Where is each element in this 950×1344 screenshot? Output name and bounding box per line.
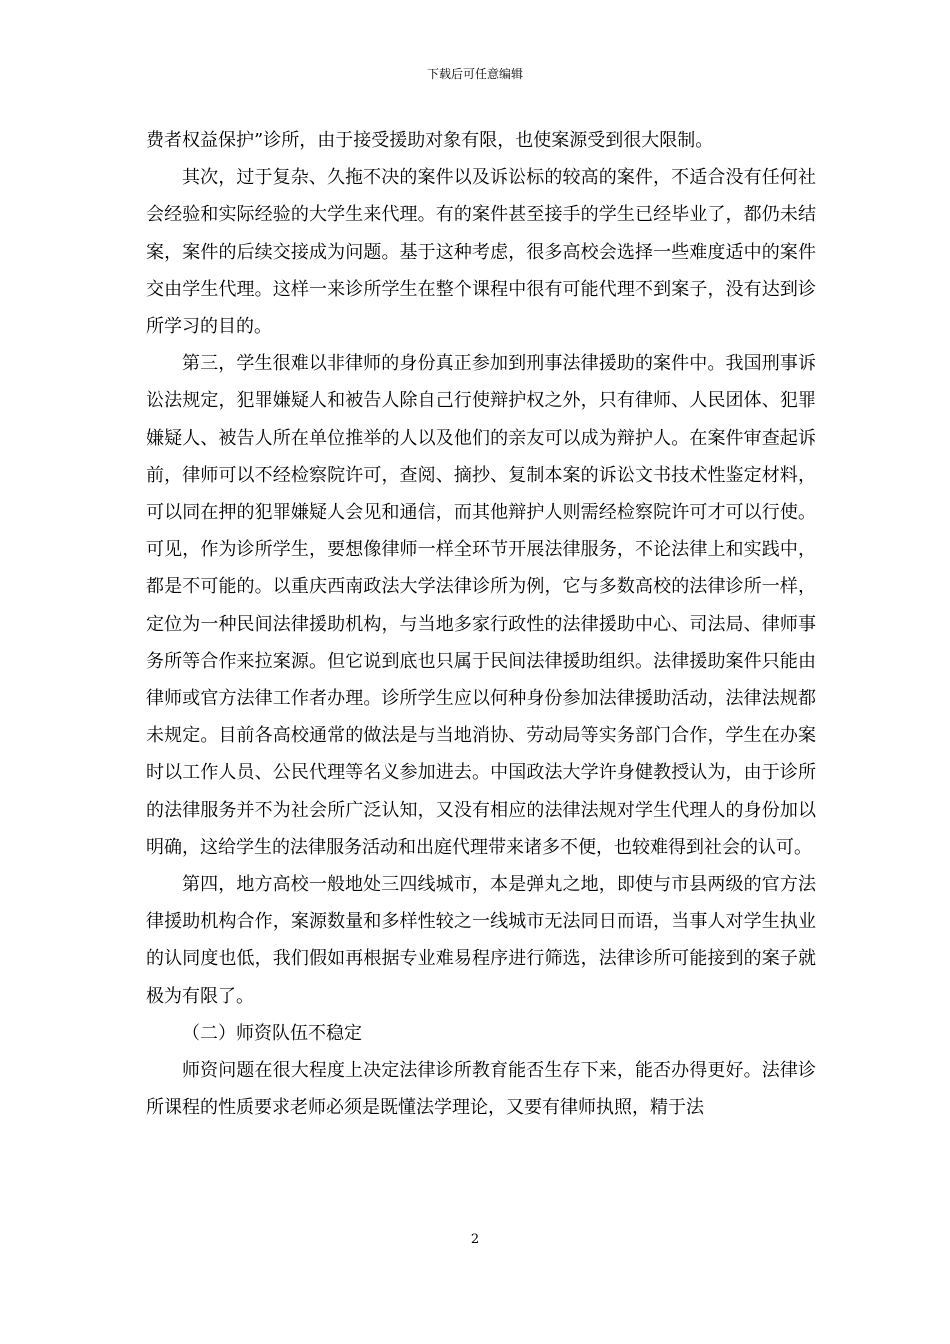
- header-note: 下载后可任意编辑: [426, 67, 523, 81]
- paragraph-faculty: 师资问题在很大程度上决定法律诊所教育能否生存下来，能否办得更好。法律诊所课程的性质要求老师必须是既懂法学理论，又要有律师执照，精于法: [146, 1060, 816, 1119]
- paragraph-thirdly: 第三，学生很难以非律师的身份真正参加到刑事法律援助的案件中。我国刑事诉讼法规定，犯罪嫌疑人和被告人除自己行使辩护权之外，只有律师、人民团体、犯罪嫌疑人、被告人所在单位推举的人以及他们的亲友可以成为辩护人。在案件审查起诉前，律师可以不经检察院许可，查阅、摘抄、复制本案的诉讼文书技术性鉴定材料，可以同在押的犯罪嫌疑人会见和通信，而其他辩护人则需经检察院许可才可以行使。可见，作为诊所学生，要想像律师一样全环节开展法律服务，不论法律上和实践中，都是不可能的。以重庆西南政法大学法律诊所为例，它与多数高校的法律诊所一样，定位为一种民间法律援助机构，与当地多家行政性的法律援助中心、司法局、律师事务所等合作来拉案源。但它说到底也只属于民间法律援助组织。法律援助案件只能由律师或官方法律工作者办理。诊所学生应以何种身份参加法律援助活动，法律法规都未规定。目前各高校通常的做法是与当地消协、劳动局等实务部门合作，学生在办案时以工作人员、公民代理等名义参加进去。中国政法大学许身健教授认为，由于诊所的法律服务并不为社会所广泛认知，又没有相应的法律法规对学生代理人的身份加以明确，这给学生的法律服务活动和出庭代理带来诸多不便，也较难得到社会的认可。: [146, 353, 816, 858]
- paragraph-secondly: 其次，过于复杂、久拖不决的案件以及诉讼标的较高的案件，不适合没有任何社会经验和实际经验的大学生来代理。有的案件甚至接手的学生已经毕业了，都仍未结案，案件的后续交接成为问题。基于这种考虑，很多高校会选择一些难度适中的案件交由学生代理。这样一来诊所学生在整个课程中很有可能代理不到案子，没有达到诊所学习的目的。: [146, 167, 816, 338]
- paragraph-fourthly: 第四，地方高校一般地处三四线城市，本是弹丸之地，即使与市县两级的官方法律援助机构合作，案源数量和多样性较之一线城市无法同日而语，当事人对学生执业的认同度也低，我们假如再根据专业难易程序进行筛选，法律诊所可能接到的案子就极为有限了。: [146, 874, 816, 1007]
- document-body: [146, 122, 816, 1126]
- page-number: 2: [470, 1232, 480, 1247]
- section-heading: （二）师资队伍不稳定: [182, 1022, 362, 1044]
- paragraph-continued: 费者权益保护”诊所，由于接受援助对象有限，也使案源受到很大限制。: [146, 130, 714, 151]
